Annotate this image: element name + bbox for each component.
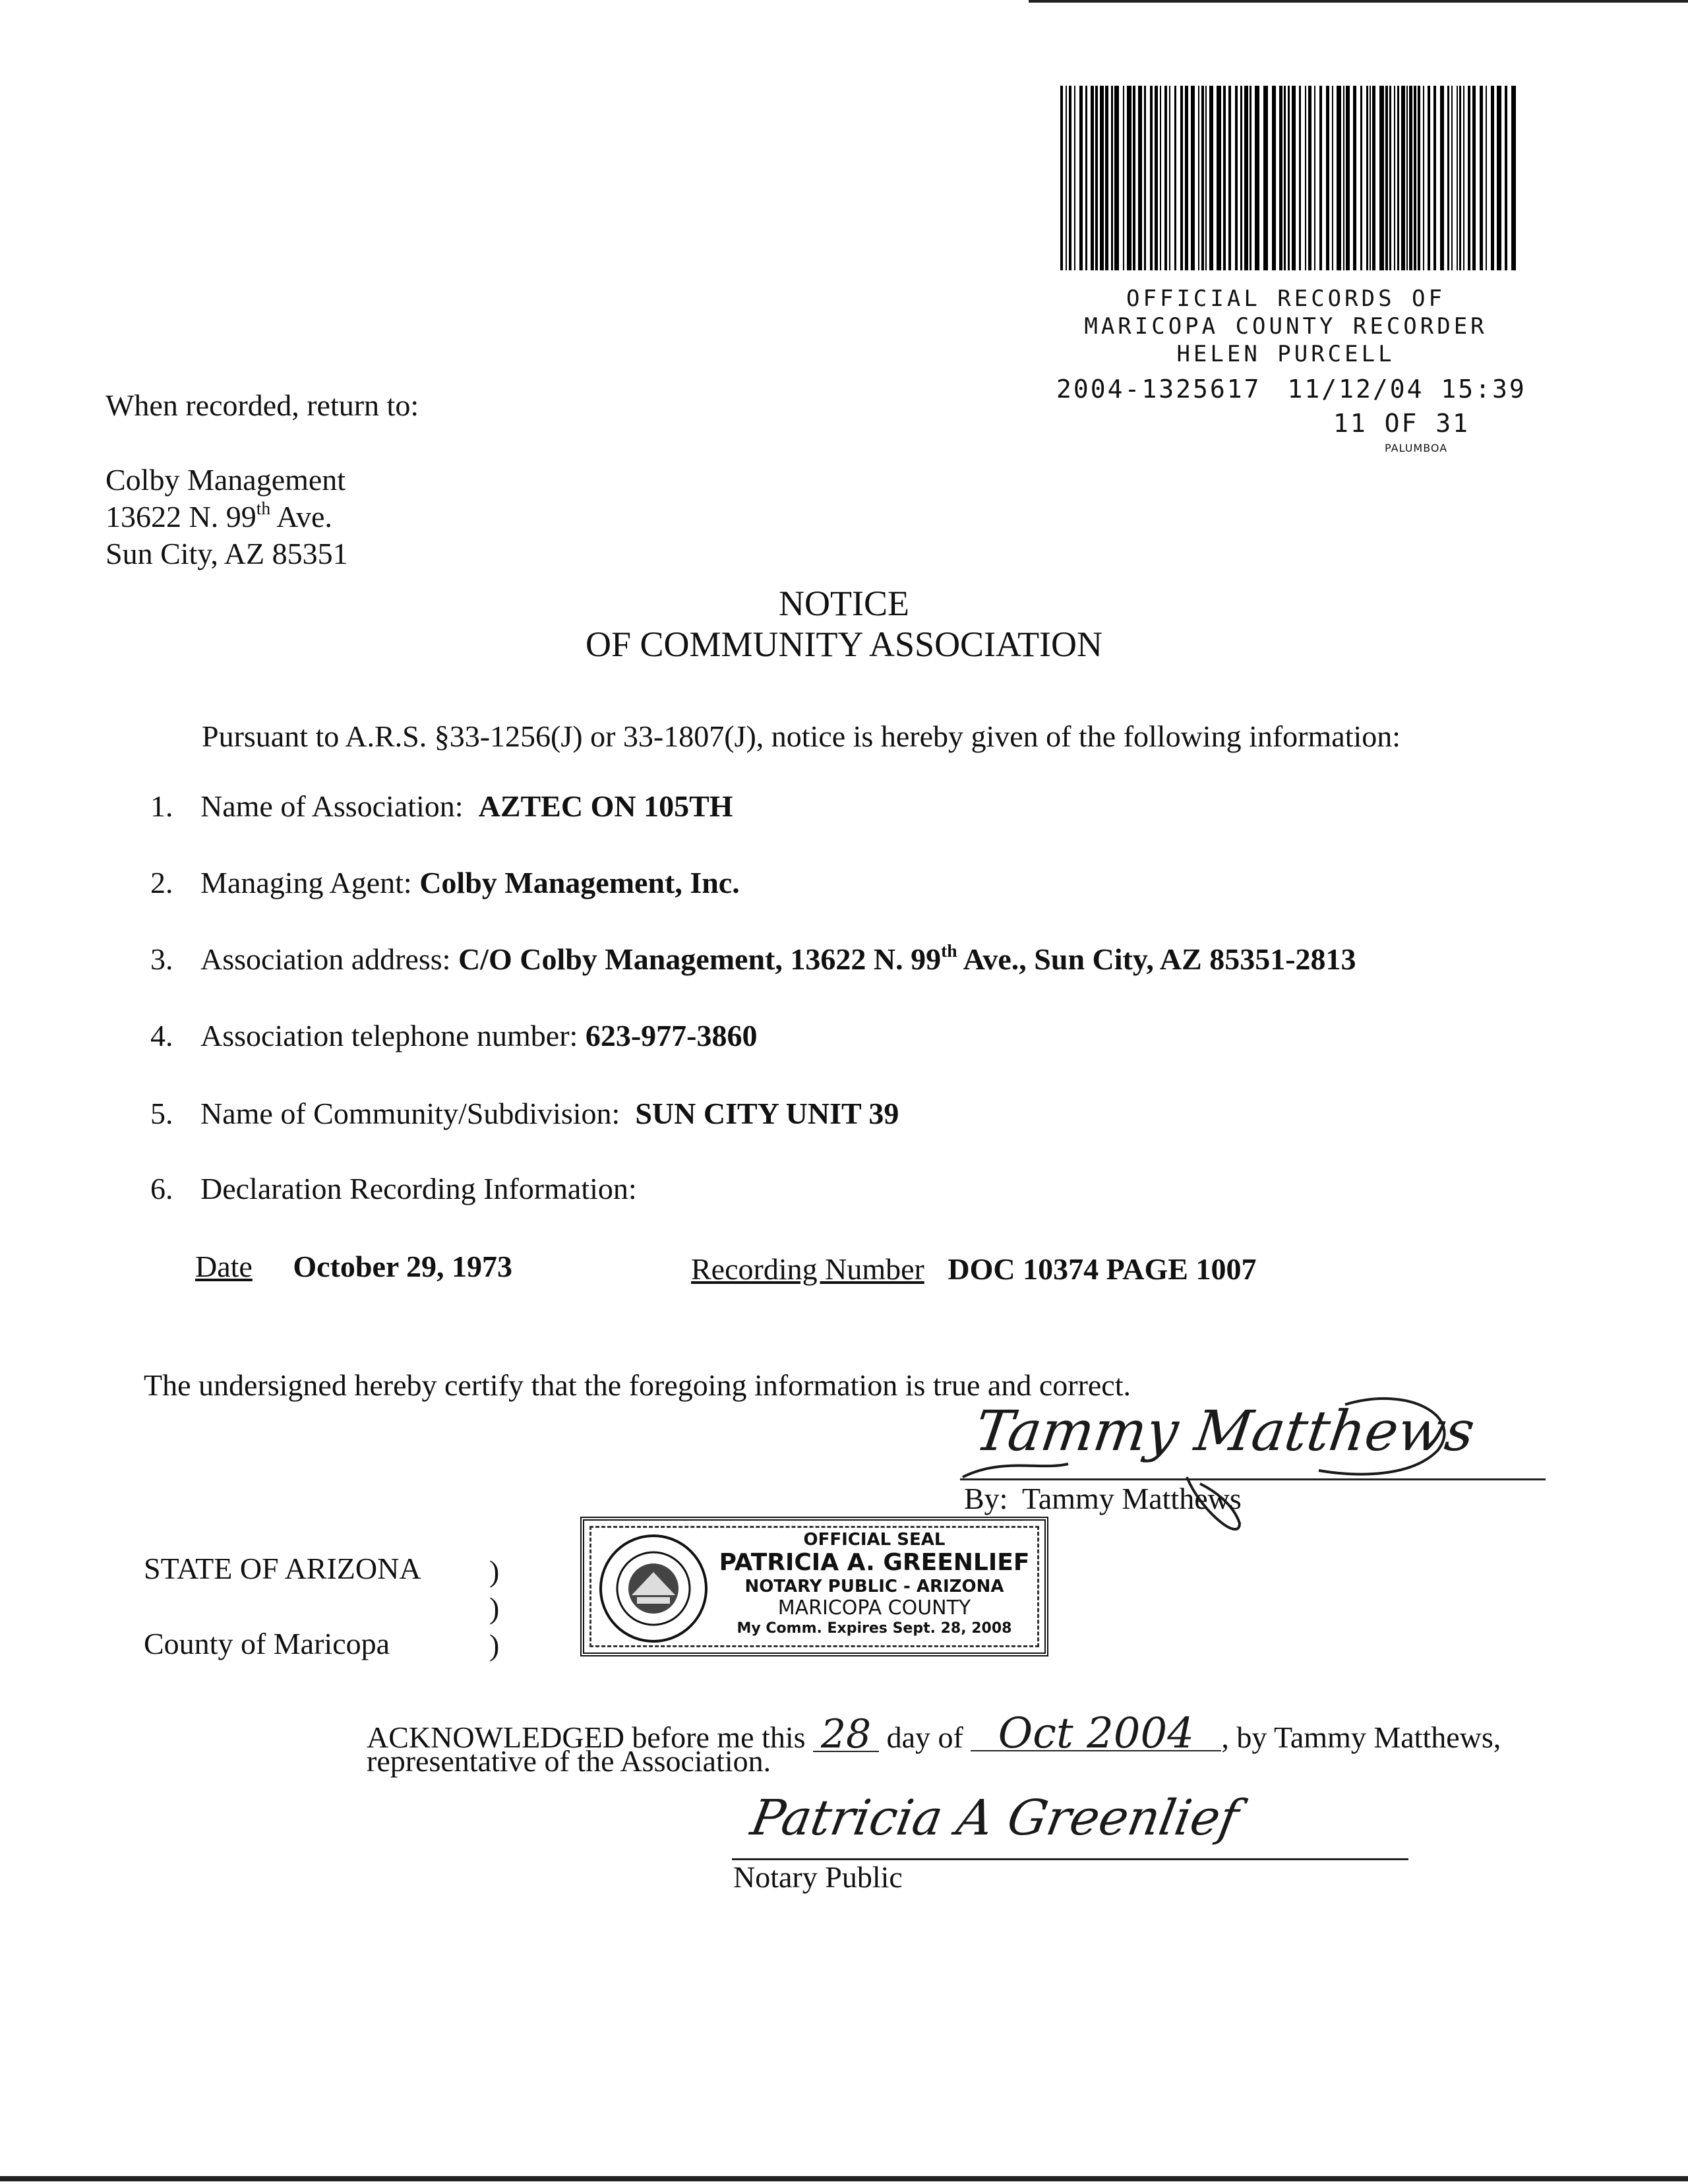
item-3-value-main: C/O Colby Management, 13622 N. 99 — [458, 942, 942, 976]
venue-paren-3: ) — [489, 1628, 500, 1662]
barcode-bar — [1385, 86, 1388, 270]
bottom-border — [0, 2176, 1688, 2181]
barcode-bar — [1085, 86, 1087, 270]
barcode-bar — [1379, 86, 1384, 270]
barcode-bar — [1240, 86, 1242, 270]
barcode-bar — [1060, 86, 1063, 270]
declaration-date — [195, 1249, 512, 1284]
barcode-bar — [1114, 86, 1119, 270]
barcode-bar — [1468, 86, 1470, 270]
notary-signature: Patricia A Greenlief — [746, 1790, 1243, 1846]
item-1-label: Name of Association: — [200, 789, 464, 823]
ack-month-year: Oct 2004 — [971, 1717, 1221, 1751]
barcode-bar — [1497, 86, 1501, 270]
venue-paren-1: ) — [489, 1554, 500, 1588]
item-6-num: 6. — [150, 1172, 173, 1205]
declaration-date-label: Date — [195, 1250, 253, 1283]
recorder-clerk: PALUMBOA — [1385, 442, 1448, 454]
barcode-bar — [1228, 86, 1231, 270]
barcode-bar — [1105, 86, 1108, 270]
recorder-page: 11 OF 31 — [1333, 409, 1470, 438]
recorder-doc-line — [1056, 375, 1526, 404]
item-1 — [150, 789, 733, 824]
barcode-bar — [1451, 86, 1453, 270]
barcode-bar — [1505, 86, 1507, 270]
item-2 — [150, 865, 740, 900]
item-3-num: 3. — [150, 942, 173, 976]
declaration-date-value: October 29, 1973 — [293, 1250, 512, 1283]
barcode-bar — [1292, 86, 1296, 270]
barcode-bar — [1414, 86, 1416, 270]
barcode-bar — [1244, 86, 1248, 270]
barcode-bar — [1480, 86, 1483, 270]
recorder-stamp — [1029, 285, 1543, 368]
seal-text — [709, 1530, 1039, 1638]
certify-text: The undersigned hereby certify that the foregoing information is true and correct. — [144, 1368, 1131, 1402]
item-4 — [150, 1018, 757, 1053]
ack-part-2: day of — [886, 1720, 963, 1754]
barcode-bar — [1319, 86, 1322, 270]
barcode-bar — [1284, 86, 1286, 270]
barcode-bar — [1433, 86, 1436, 270]
barcode-bar — [1155, 86, 1158, 270]
barcode-bar — [1428, 86, 1430, 270]
barcode-bar — [1397, 86, 1399, 270]
declaration-recording — [691, 1252, 1256, 1287]
barcode-bar — [1198, 86, 1199, 270]
signer-by — [964, 1481, 1242, 1516]
barcode-bar — [1406, 86, 1408, 270]
barcode-bar — [1217, 86, 1221, 270]
barcode-bar — [1263, 86, 1268, 270]
item-5 — [150, 1096, 899, 1131]
barcode-bar — [1491, 86, 1494, 270]
barcode-bar — [1255, 86, 1259, 270]
return-to-street-sup: th — [256, 497, 271, 518]
barcode-bar — [1138, 86, 1142, 270]
item-4-value: 623-977-3860 — [585, 1019, 758, 1052]
signer-name: Tammy Matthews — [1021, 1482, 1242, 1515]
barcode-bar — [1447, 86, 1449, 270]
barcode-bar — [1272, 86, 1276, 270]
barcode-bar — [1164, 86, 1167, 270]
declaration-recnum-value: DOC 10374 PAGE 1007 — [948, 1252, 1257, 1286]
signer-signature: Tammy Matthews — [971, 1399, 1479, 1463]
barcode-bar — [1174, 86, 1176, 270]
item-4-label: Association telephone number: — [200, 1019, 578, 1052]
recorder-line-1: OFFICIAL RECORDS OF — [1126, 286, 1445, 312]
venue-state: STATE OF ARIZONA — [144, 1552, 421, 1585]
barcode-bar — [1472, 86, 1476, 270]
item-1-num: 1. — [150, 789, 173, 823]
item-3-label: Association address: — [200, 942, 451, 976]
barcode-bar — [1463, 86, 1464, 270]
return-to-name: Colby Management — [106, 463, 346, 497]
ack-part-1: ACKNOWLEDGED before me this — [367, 1720, 806, 1754]
barcode-bar — [1144, 86, 1146, 270]
barcode-bar — [1201, 86, 1204, 270]
barcode-bar — [1160, 86, 1161, 270]
barcode-bar — [1209, 86, 1213, 270]
barcode-bar — [1299, 86, 1301, 270]
barcode-bar — [1343, 86, 1344, 270]
ack-day: 28 — [813, 1718, 879, 1752]
item-3 — [150, 942, 1356, 977]
barcode-bar — [1389, 86, 1391, 270]
venue-paren-2: ) — [489, 1591, 500, 1625]
barcode-bar — [1250, 86, 1251, 270]
signer-signature-line — [960, 1478, 1546, 1480]
barcode-bar — [1457, 86, 1458, 270]
item-5-value: SUN CITY UNIT 39 — [635, 1097, 899, 1130]
document-title — [0, 583, 1688, 665]
barcode-bar — [1337, 86, 1341, 270]
barcode-bar — [1235, 86, 1238, 270]
return-to-city: Sun City, AZ 85351 — [106, 537, 348, 570]
item-4-num: 4. — [150, 1019, 173, 1052]
barcode-bar — [1346, 86, 1350, 270]
seal-line-1: OFFICIAL SEAL — [803, 1530, 946, 1550]
barcode-bar — [1066, 86, 1067, 270]
barcode — [1054, 86, 1522, 270]
seal-line-2: PATRICIA A. GREENLIEF — [719, 1549, 1030, 1576]
intro-text: Pursuant to A.R.S. §33-1256(J) or 33-1807(J), notice is hereby given of the following information: — [202, 719, 1401, 753]
item-3-value-sup: th — [941, 940, 957, 961]
barcode-bar — [1079, 86, 1083, 270]
notary-seal — [580, 1517, 1048, 1656]
recorder-doc-number: 2004-1325617 — [1056, 375, 1261, 404]
return-to-street-main: 13622 N. 99 — [106, 500, 256, 533]
barcode-bar — [1360, 86, 1362, 270]
barcode-bar — [1332, 86, 1333, 270]
barcode-bar — [1074, 86, 1075, 270]
declaration-recnum-label: Recording Number — [691, 1252, 924, 1286]
item-3-value-suffix: Ave., Sun City, AZ 85351-2813 — [957, 942, 1356, 976]
return-to-address — [106, 462, 348, 572]
barcode-bar — [1091, 86, 1094, 270]
barcode-bar — [1366, 86, 1368, 270]
barcode-bar — [1305, 86, 1306, 270]
barcode-bar — [1127, 86, 1131, 270]
recorder-datetime: 11/12/04 15:39 — [1287, 375, 1526, 404]
item-6-label: Declaration Recording Information: — [200, 1172, 637, 1205]
item-5-num: 5. — [150, 1097, 173, 1130]
item-2-label: Managing Agent: — [200, 866, 412, 899]
barcode-bar — [1223, 86, 1226, 270]
item-3-value — [458, 942, 1356, 976]
ack-part-3: , by Tammy Matthews, — [1221, 1720, 1501, 1754]
title-line-2: OF COMMUNITY ASSOCIATION — [585, 624, 1103, 664]
acknowledgment-line-2: representative of the Association. — [367, 1744, 771, 1778]
barcode-bar — [1459, 86, 1461, 270]
barcode-bar — [1353, 86, 1356, 270]
barcode-bar — [1423, 86, 1424, 270]
barcode-bar — [1401, 86, 1405, 270]
item-5-label: Name of Community/Subdivision: — [200, 1097, 620, 1130]
barcode-bar — [1205, 86, 1207, 270]
return-to-street-suffix: Ave. — [270, 500, 332, 533]
item-2-num: 2. — [150, 866, 173, 899]
notary-label: Notary Public — [733, 1860, 903, 1894]
return-to-street — [106, 499, 348, 535]
barcode-bar — [1100, 86, 1104, 270]
barcode-bar — [1314, 86, 1315, 270]
barcode-bar — [1394, 86, 1395, 270]
barcode-bar — [1180, 86, 1183, 270]
barcode-bar — [1409, 86, 1412, 270]
barcode-bar — [1288, 86, 1290, 270]
barcode-bar — [1191, 86, 1195, 270]
recorder-line-3: HELEN PURCELL — [1176, 341, 1395, 367]
barcode-bar — [1440, 86, 1444, 270]
state-seal-icon — [597, 1532, 709, 1645]
barcode-bar — [1150, 86, 1153, 270]
barcode-bar — [1418, 86, 1420, 270]
barcode-bar — [1308, 86, 1311, 270]
item-6 — [150, 1171, 637, 1206]
recorder-line-2: MARICOPA COUNTY RECORDER — [1084, 313, 1488, 340]
title-line-1: NOTICE — [779, 584, 909, 623]
top-border — [1029, 0, 1688, 3]
item-1-value: AZTEC ON 105TH — [478, 789, 733, 823]
barcode-bar — [1279, 86, 1282, 270]
barcode-bar — [1169, 86, 1170, 270]
barcode-bar — [1111, 86, 1113, 270]
barcode-bar — [1370, 86, 1371, 270]
barcode-bar — [1069, 86, 1071, 270]
barcode-bar — [1486, 86, 1487, 270]
return-to-label: When recorded, return to: — [106, 388, 419, 422]
barcode-bar — [1123, 86, 1124, 270]
barcode-bar — [1326, 86, 1329, 270]
venue-county: County of Maricopa — [144, 1627, 390, 1660]
barcode-bar — [1133, 86, 1135, 270]
barcode-bar — [1372, 86, 1375, 270]
seal-line-3: NOTARY PUBLIC - ARIZONA — [744, 1577, 1004, 1596]
barcode-bar — [1185, 86, 1188, 270]
barcode-bar — [1511, 86, 1516, 270]
barcode-bar — [1095, 86, 1098, 270]
seal-line-4: MARICOPA COUNTY — [777, 1596, 971, 1620]
signer-by-label: By: — [964, 1482, 1008, 1515]
item-2-value: Colby Management, Inc. — [419, 866, 740, 899]
seal-line-5: My Comm. Expires Sept. 28, 2008 — [737, 1620, 1012, 1637]
